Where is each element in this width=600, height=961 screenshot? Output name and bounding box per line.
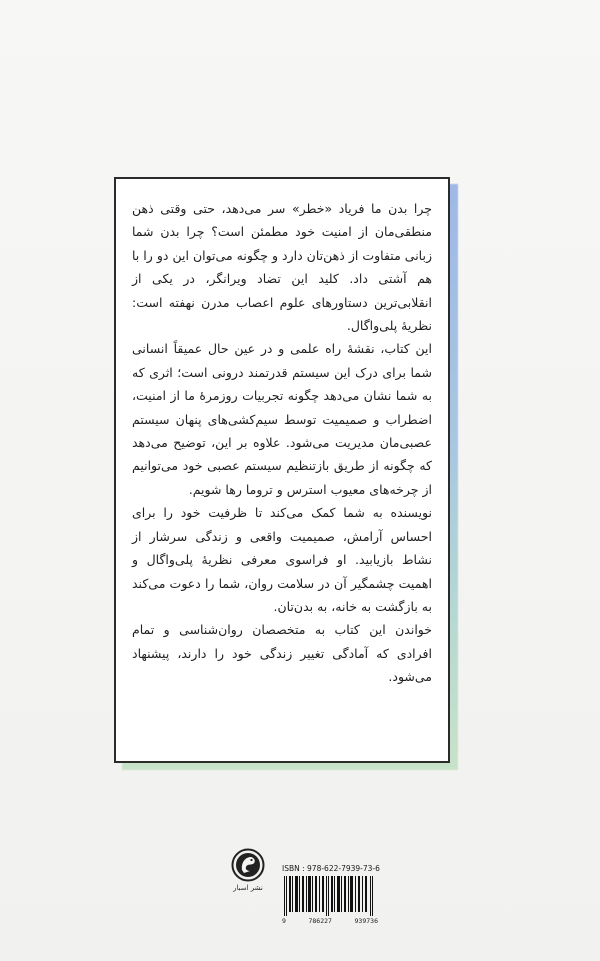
blurb-paragraph-1: چرا بدن ما فریاد «خطر» سر می‌دهد، حتی وقتی ذهن منطقی‌مان از امنیت خود مطمئن است؟ چرا بدن شما زبانی متفاوت از ذهن‌تان دارد و چگونه می‌توان این دو را با هم آشتی داد. کلید این تضاد ویرانگر، در یکی از انقلابی‌ترین دستاورهای علوم اعصاب مدرن نهفته است: نظریهٔ پلی‌واگال. [132, 201, 432, 334]
blurb-text [132, 197, 432, 689]
barcode-icon [282, 876, 378, 916]
isbn-label: ISBN : 978-622-7939-73-6 [282, 864, 380, 873]
barcode-digits [282, 917, 378, 925]
publisher-name: نشر اسبار [233, 884, 263, 892]
blurb-box [114, 177, 450, 763]
publisher-block [228, 848, 268, 892]
blurb-paragraph-3: نویسنده به شما کمک می‌کند تا ظرفیت خود را برای احساس آرامش، صمیمیت واقعی و زندگی سرشار از نشاط بازیابید. او فراسوی معرفی نظریهٔ پلی‌واگال و اهمیت چشمگیر آن در سلامت روان، شما را دعوت می‌کند به بازگشت به خانه، به بدن‌تان. [132, 505, 432, 614]
isbn-block [282, 864, 378, 925]
publisher-logo-icon [231, 848, 265, 882]
blurb-paragraph-4: خواندن این کتاب به متخصصان روان‌شناسی و تمام افرادی که آمادگی تغییر زندگی خود را دارند، پیشنهاد می‌شود. [132, 622, 432, 685]
barcode-digit-group: 939736 [354, 917, 378, 925]
blurb-paragraph-2: این کتاب، نقشهٔ راه علمی و در عین حال عمیقاً انسانی شما برای درک این سیستم قدرتمند درونی است؛ اثری که به شما نشان می‌دهد چگونه تجربیات روزمرهٔ ما از امنیت، اضطراب و صمیمیت توسط سیم‌کشی‌های پنهان سیستم عصبی‌مان مدیریت می‌شود. علاوه بر این، توضیح می‌دهد که چگونه از طریق بازتنظیم سیستم عصبی خود می‌توانیم از چرخه‌های معیوب استرس و تروما رها شویم. [132, 341, 432, 497]
barcode-digit-group: 9 [282, 917, 286, 925]
barcode-digit-group: 786227 [308, 917, 332, 925]
